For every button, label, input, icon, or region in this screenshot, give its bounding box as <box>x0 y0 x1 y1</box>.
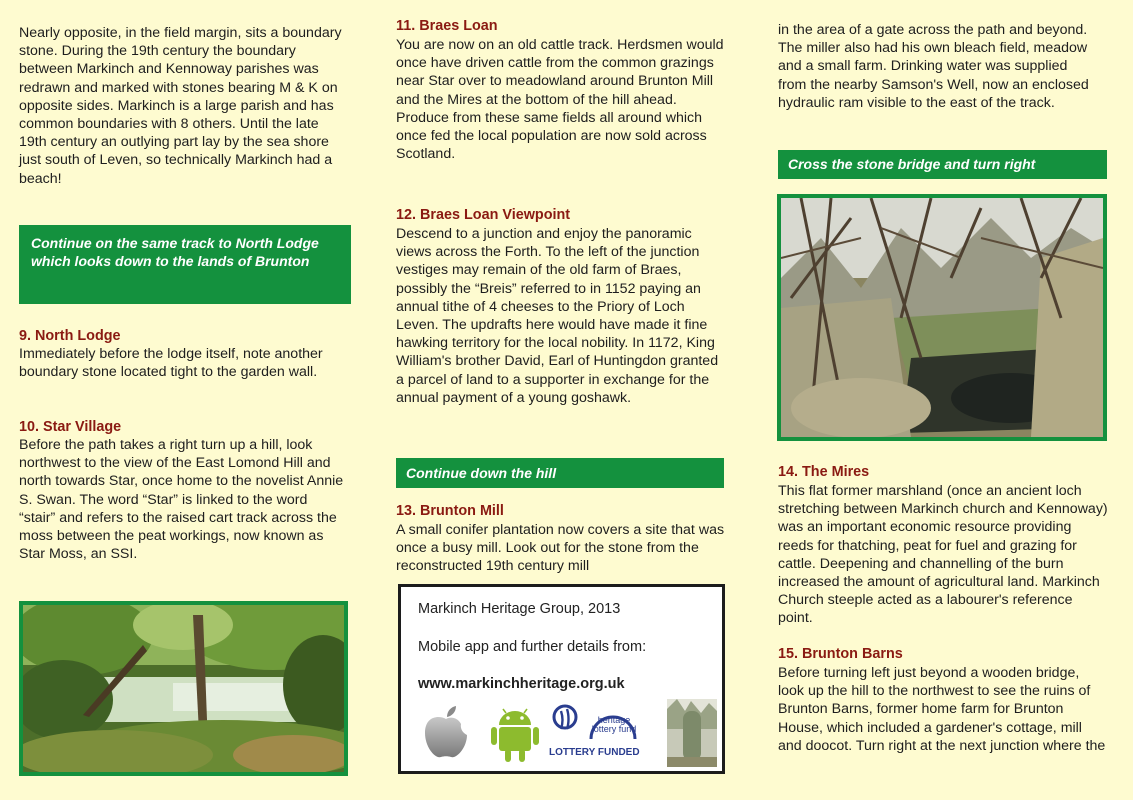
direction-banner: Continue on the same track to North Lodge which looks down to the lands of Brunton <box>19 225 351 304</box>
section-heading-the-mires: 14. The Mires <box>778 464 870 480</box>
section-body-the-mires: This flat former marshland (once an ancient loch stretching between Markinch church and Kennoway) was an important economic resource providing reeds for thatching, peat for fuel and grazing for cattle. Deepening and channelling of the burn increased the amount of agricultural land. Markinch Church steeple acted as a labourer's reference point. <box>778 483 1108 627</box>
section-heading-brunton-barns: 15. Brunton Barns <box>778 646 903 662</box>
boundary-stone-photo <box>667 699 717 767</box>
section-heading-brunton-mill: 13. Brunton Mill <box>396 503 504 519</box>
intro-paragraph: in the area of a gate across the path and beyond. The miller also had his own bleach field, meadow and a small farm. Drinking water was supplied from the nearby Samson's Well, now an enclosed hydraulic ram visible to the east of the track. <box>778 22 1089 111</box>
section-body-north-lodge: Immediately before the lodge itself, note another boundary stone located tight to the garden wall. <box>19 346 323 381</box>
section-heading-braes-loan: 11. Braes Loan <box>396 18 498 34</box>
section-body-braes-loan: You are now on an old cattle track. Herdsmen would once have driven cattle from the common grazings near Star over to meadowland around Brunton Mill and the Mires at the bottom of the hill ahead. Produce from these same fields all around which once fed the local population are now sold across Scotland. <box>396 37 724 163</box>
details-label: Mobile app and further details from: <box>418 639 647 655</box>
section-body-brunton-barns: Before turning left just beyond a wooden bridge, look up the hill to the northwest to see the ruins of Brunton Barns, former home farm for Brunton House, which included a gardener's cottage, mill and doocot. Turn right at the next junction where the <box>778 665 1106 754</box>
section-body-star-village: Before the path takes a right turn up a hill, look northwest to the view of the East Lomond Hill and north towards Star, once home to the novelist Annie S. Swan. The word “Star” is linked to the word “stair” and refers to the raised cart track across the moss between the peat workings, now known as Star Moss, an SSI. <box>19 437 344 563</box>
lottery-logo <box>549 703 647 763</box>
woodland-lake-photo <box>19 601 348 776</box>
crossed-fingers-icon <box>549 703 581 743</box>
section-body-brunton-mill: A small conifer plantation now covers a site that was once a busy mill. Look out for the stone from the reconstructed 19th century mill <box>396 522 725 575</box>
lottery-funded-label: LOTTERY FUNDED <box>549 747 640 758</box>
direction-banner: Cross the stone bridge and turn right <box>778 150 1107 179</box>
heritage-fund-label: heritage lottery fund <box>591 715 637 734</box>
android-icon[interactable] <box>489 705 541 763</box>
publisher-credit: Markinch Heritage Group, 2013 <box>418 601 621 617</box>
direction-banner: Continue down the hill <box>396 458 724 488</box>
section-heading-north-lodge: 9. North Lodge <box>19 328 121 344</box>
website-link[interactable]: www.markinchheritage.org.uk <box>418 676 625 692</box>
stone-bridge-photo <box>777 194 1107 441</box>
section-heading-braes-loan-viewpoint: 12. Braes Loan Viewpoint <box>396 207 571 223</box>
intro-paragraph: Nearly opposite, in the field margin, sits a boundary stone. During the 19th century the boundary between Markinch and Kennoway parishes was redrawn and marked with stones bearing M & K on opposite sides. Markinch is a large parish and has common boundaries with 8 others. Until the late 19th century an outlying part lay by the sea shore just south of Leven, so technically Markinch had a beach! <box>19 25 342 187</box>
credits-box <box>398 584 725 774</box>
apple-icon[interactable] <box>419 705 473 761</box>
section-body-braes-loan-viewpoint: Descend to a junction and enjoy the panoramic views across the Forth. To the left of the junction vestiges may remain of the old farm of Braes, possibly the “Breis” referred to in 1152 paying an annual tithe of 4 cheeses to the Priory of Loch Leven. The updrafts here would have made it fine hawking territory for the local nobility. In 1172, King William's brother David, Earl of Huntingdon granted a parcel of land to a supporter in exchange for the annual payment of a young goshawk. <box>396 226 719 406</box>
section-heading-star-village: 10. Star Village <box>19 419 122 435</box>
